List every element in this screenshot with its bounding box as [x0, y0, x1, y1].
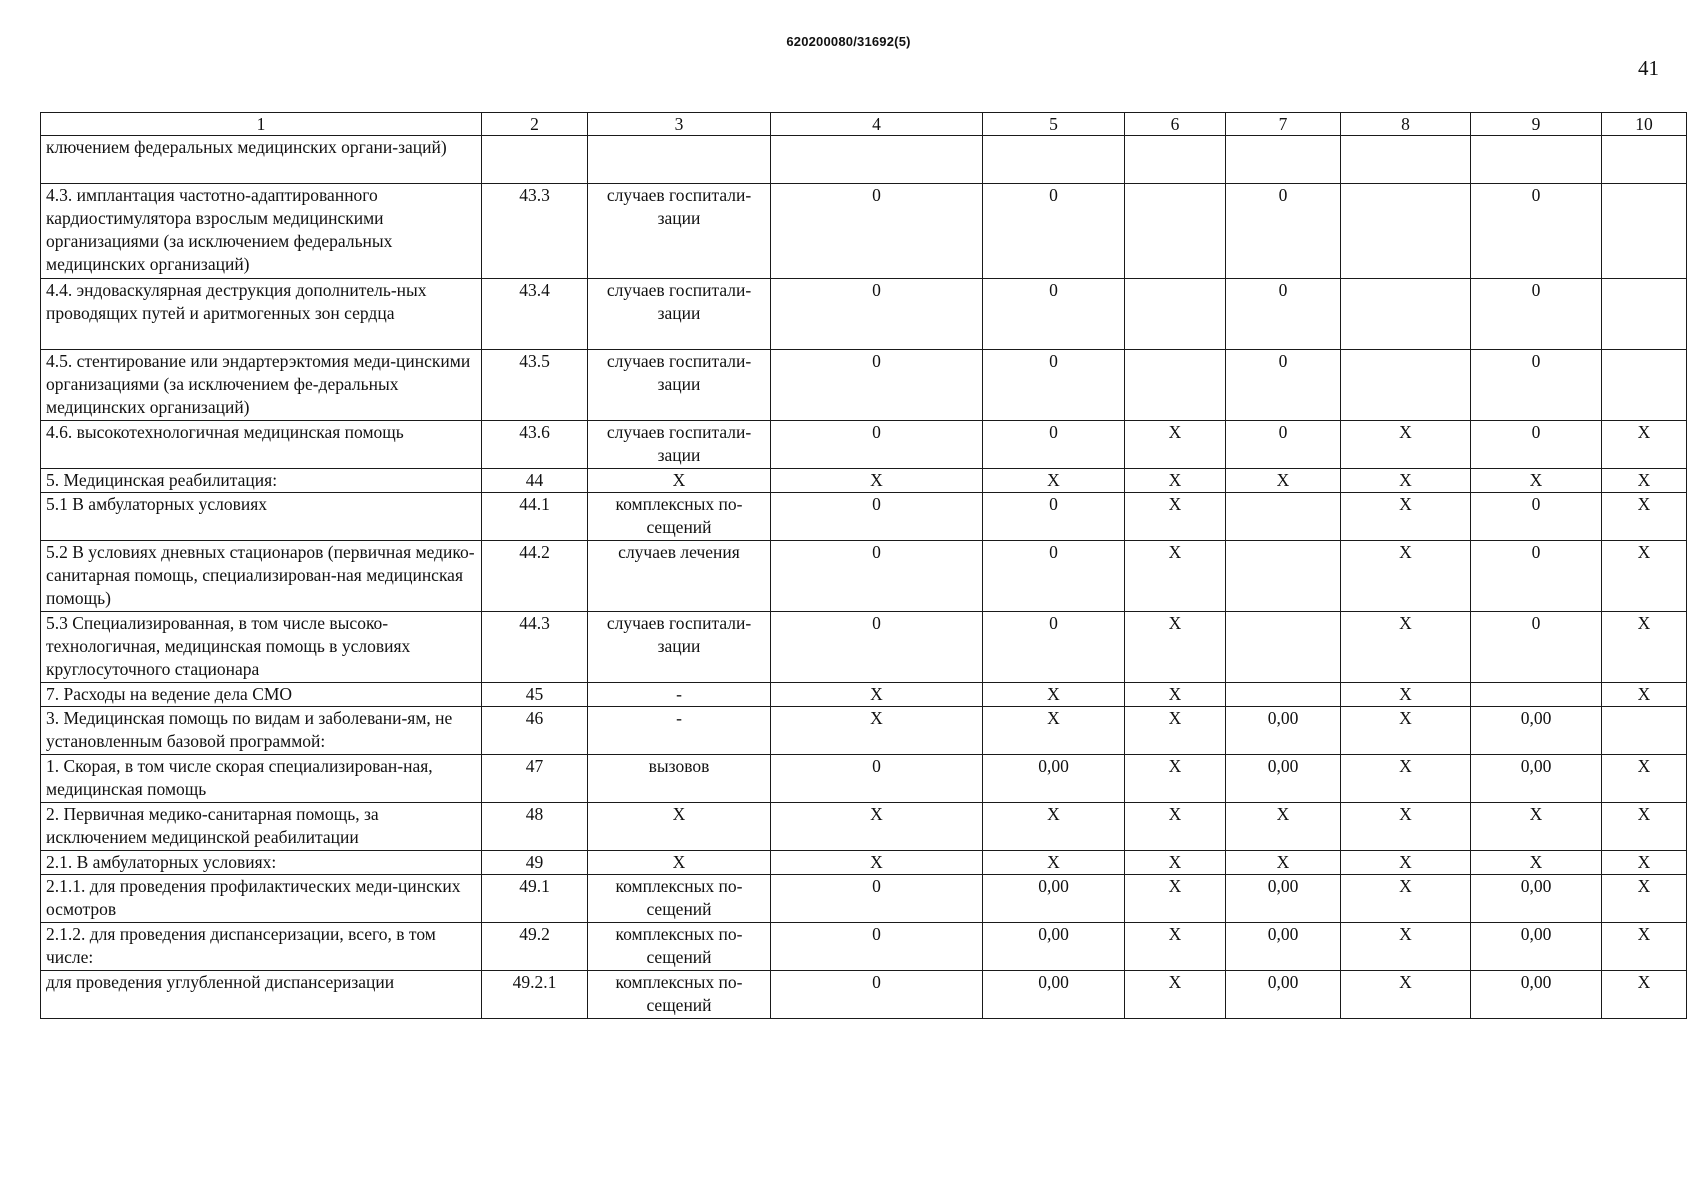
table-cell: X: [771, 683, 983, 707]
table-cell: X: [1341, 707, 1471, 755]
table-cell: X: [1226, 469, 1341, 493]
column-number: 3: [588, 113, 771, 136]
table-cell: 0: [983, 541, 1125, 612]
table-cell: [588, 136, 771, 184]
table-cell: случаев госпитали-зации: [588, 612, 771, 683]
table-cell: [1602, 707, 1687, 755]
table-cell: [1471, 136, 1602, 184]
table-cell: 0: [983, 184, 1125, 279]
table-cell: 0: [771, 421, 983, 469]
row-label-cell: 3. Медицинская помощь по видам и заболевани-ям, не установленным базовой программой:: [41, 707, 482, 755]
column-number: 1: [41, 113, 482, 136]
table-cell: 0,00: [1226, 755, 1341, 803]
table-cell: 43.6: [482, 421, 588, 469]
table-cell: случаев госпитали-зации: [588, 421, 771, 469]
row-label-cell: для проведения углубленной диспансеризации: [41, 971, 482, 1019]
table-cell: X: [1471, 803, 1602, 851]
table-cell: X: [983, 803, 1125, 851]
table-cell: комплексных по-сещений: [588, 493, 771, 541]
table-row: [41, 755, 1687, 803]
table-cell: X: [1341, 469, 1471, 493]
table-cell: X: [1125, 971, 1226, 1019]
table-cell: X: [1602, 875, 1687, 923]
table-cell: 45: [482, 683, 588, 707]
table-cell: X: [1341, 971, 1471, 1019]
document-code: 620200080/31692(5): [786, 34, 911, 49]
column-number: 7: [1226, 113, 1341, 136]
row-label-cell: 4.6. высокотехнологичная медицинская помощь: [41, 421, 482, 469]
table-cell: X: [1125, 875, 1226, 923]
table-cell: [1226, 136, 1341, 184]
table-row: [41, 803, 1687, 851]
table-cell: 0,00: [1471, 875, 1602, 923]
column-number: 10: [1602, 113, 1687, 136]
table-cell: случаев госпитали-зации: [588, 184, 771, 279]
table-cell: 44.3: [482, 612, 588, 683]
table-cell: X: [1602, 612, 1687, 683]
table-cell: X: [1341, 541, 1471, 612]
table-cell: X: [1602, 803, 1687, 851]
table-cell: 0: [771, 279, 983, 350]
table-cell: X: [771, 469, 983, 493]
table-cell: 47: [482, 755, 588, 803]
data-table: [40, 112, 1687, 1019]
table-row: [41, 541, 1687, 612]
table-cell: 0: [771, 541, 983, 612]
table-cell: 0,00: [983, 755, 1125, 803]
table-cell: 0,00: [983, 923, 1125, 971]
table-cell: 49: [482, 851, 588, 875]
page-number: 41: [1638, 56, 1659, 80]
table-cell: X: [1226, 851, 1341, 875]
table-cell: 44.2: [482, 541, 588, 612]
table-cell: X: [983, 469, 1125, 493]
table-cell: [1341, 350, 1471, 421]
table-cell: X: [1125, 493, 1226, 541]
table-cell: 0: [983, 421, 1125, 469]
table-cell: 0: [771, 184, 983, 279]
table-row: [41, 350, 1687, 421]
table-cell: [771, 136, 983, 184]
table-cell: 43.4: [482, 279, 588, 350]
table-cell: X: [588, 469, 771, 493]
table-cell: случаев лечения: [588, 541, 771, 612]
table-cell: 0: [771, 493, 983, 541]
column-number: 2: [482, 113, 588, 136]
table-cell: 0: [1471, 279, 1602, 350]
row-label-cell: 2. Первичная медико-санитарная помощь, за исключением медицинской реабилитации: [41, 803, 482, 851]
table-cell: 0: [1471, 421, 1602, 469]
table-cell: комплексных по-сещений: [588, 875, 771, 923]
table-cell: X: [1341, 683, 1471, 707]
row-label-cell: 5.3 Специализированная, в том числе высоко-технологичная, медицинская помощь в условиях круглосуточного стационара: [41, 612, 482, 683]
table-cell: X: [588, 851, 771, 875]
table-cell: 0,00: [1226, 707, 1341, 755]
table-cell: X: [1125, 541, 1226, 612]
table-cell: 0: [983, 612, 1125, 683]
row-label-cell: 2.1. В амбулаторных условиях:: [41, 851, 482, 875]
table-cell: 0: [1226, 279, 1341, 350]
table-cell: X: [1341, 493, 1471, 541]
table-cell: 46: [482, 707, 588, 755]
table-cell: [1125, 136, 1226, 184]
table-cell: [1602, 279, 1687, 350]
table-cell: -: [588, 683, 771, 707]
table-cell: X: [1341, 421, 1471, 469]
table-cell: X: [771, 707, 983, 755]
table-cell: 0,00: [983, 875, 1125, 923]
table-cell: 0: [1471, 493, 1602, 541]
table-row: [41, 279, 1687, 350]
table-cell: X: [1125, 683, 1226, 707]
table-cell: случаев госпитали-зации: [588, 350, 771, 421]
table-cell: 43.5: [482, 350, 588, 421]
table-cell: 0: [771, 755, 983, 803]
table-cell: X: [588, 803, 771, 851]
row-label-cell: 5.2 В условиях дневных стационаров (первичная медико-санитарная помощь, специализирован-ная медицинская помощь): [41, 541, 482, 612]
table-cell: X: [1125, 612, 1226, 683]
table-cell: X: [983, 683, 1125, 707]
table-cell: [1602, 136, 1687, 184]
table-cell: комплексных по-сещений: [588, 971, 771, 1019]
row-label-cell: 2.1.2. для проведения диспансеризации, всего, в том числе:: [41, 923, 482, 971]
table-cell: 0: [1471, 184, 1602, 279]
table-cell: X: [1341, 923, 1471, 971]
table-cell: X: [1602, 923, 1687, 971]
table-row: [41, 923, 1687, 971]
table-cell: 0: [1226, 421, 1341, 469]
table-cell: вызовов: [588, 755, 771, 803]
column-number: 5: [983, 113, 1125, 136]
table-cell: 0: [771, 875, 983, 923]
table-cell: X: [1602, 971, 1687, 1019]
table-cell: X: [1341, 612, 1471, 683]
table-cell: X: [1602, 755, 1687, 803]
table-cell: 43.3: [482, 184, 588, 279]
table-cell: случаев госпитали-зации: [588, 279, 771, 350]
table-cell: X: [1125, 923, 1226, 971]
table-cell: [1226, 541, 1341, 612]
table-cell: [1602, 184, 1687, 279]
table-cell: [1226, 493, 1341, 541]
table-cell: 0: [1226, 350, 1341, 421]
table-cell: 0: [1226, 184, 1341, 279]
table-cell: [482, 136, 588, 184]
table-row: [41, 469, 1687, 493]
table-cell: 0,00: [1226, 971, 1341, 1019]
table-cell: X: [1602, 493, 1687, 541]
table-cell: X: [1125, 803, 1226, 851]
table-row: [41, 421, 1687, 469]
row-label-cell: 7. Расходы на ведение дела СМО: [41, 683, 482, 707]
table-cell: 49.1: [482, 875, 588, 923]
table-cell: 48: [482, 803, 588, 851]
table-cell: [1602, 350, 1687, 421]
table-cell: 0,00: [1471, 971, 1602, 1019]
table-cell: X: [771, 803, 983, 851]
row-label-cell: 4.5. стентирование или эндартерэктомия меди-цинскими организациями (за исключением фе-деральных медицинских организаций): [41, 350, 482, 421]
table-cell: 0,00: [983, 971, 1125, 1019]
table-cell: 0: [1471, 612, 1602, 683]
table-cell: [1226, 612, 1341, 683]
table-cell: 0,00: [1471, 707, 1602, 755]
table-cell: 0: [771, 350, 983, 421]
table-cell: 0: [771, 971, 983, 1019]
table-cell: X: [1602, 851, 1687, 875]
table-cell: 0: [1471, 350, 1602, 421]
table-row: [41, 136, 1687, 184]
table-cell: 0,00: [1471, 923, 1602, 971]
table-row: [41, 612, 1687, 683]
table-cell: 0: [983, 279, 1125, 350]
table-cell: X: [1602, 421, 1687, 469]
row-label-cell: 1. Скорая, в том числе скорая специализирован-ная, медицинская помощь: [41, 755, 482, 803]
table-cell: X: [771, 851, 983, 875]
table-cell: 0,00: [1471, 755, 1602, 803]
table-row: [41, 707, 1687, 755]
table-cell: X: [1341, 851, 1471, 875]
table-cell: 0: [771, 923, 983, 971]
table-cell: X: [1125, 755, 1226, 803]
table-cell: 0: [771, 612, 983, 683]
column-number: 6: [1125, 113, 1226, 136]
table-cell: X: [1471, 469, 1602, 493]
table-cell: X: [1125, 469, 1226, 493]
table-cell: X: [983, 851, 1125, 875]
row-label-cell: 5. Медицинская реабилитация:: [41, 469, 482, 493]
table-cell: [1125, 184, 1226, 279]
row-label-cell: 4.4. эндоваскулярная деструкция дополнитель-ных проводящих путей и аритмогенных зон сердца: [41, 279, 482, 350]
table-cell: [1341, 184, 1471, 279]
table-cell: X: [1125, 851, 1226, 875]
table-cell: X: [1471, 851, 1602, 875]
table-cell: X: [1602, 541, 1687, 612]
table-row: [41, 851, 1687, 875]
column-number: 9: [1471, 113, 1602, 136]
column-number: 8: [1341, 113, 1471, 136]
table-cell: [1125, 350, 1226, 421]
table-row: [41, 493, 1687, 541]
table-row: [41, 875, 1687, 923]
table-cell: 0: [1471, 541, 1602, 612]
column-number: 4: [771, 113, 983, 136]
table-cell: [1341, 136, 1471, 184]
table-cell: 0,00: [1226, 875, 1341, 923]
table-cell: 0: [983, 350, 1125, 421]
table-cell: [1341, 279, 1471, 350]
row-label-cell: 4.3. имплантация частотно-адаптированного кардиостимулятора взрослым медицинскими организациями (за исключением федеральных медицинских организаций): [41, 184, 482, 279]
table-cell: 49.2.1: [482, 971, 588, 1019]
table-cell: 44.1: [482, 493, 588, 541]
table-cell: X: [1226, 803, 1341, 851]
row-label-cell: ключением федеральных медицинских органи-заций): [41, 136, 482, 184]
table-cell: [1226, 683, 1341, 707]
table-cell: -: [588, 707, 771, 755]
table-cell: [1471, 683, 1602, 707]
table-cell: комплексных по-сещений: [588, 923, 771, 971]
table-cell: 49.2: [482, 923, 588, 971]
row-label-cell: 5.1 В амбулаторных условиях: [41, 493, 482, 541]
row-label-cell: 2.1.1. для проведения профилактических меди-цинских осмотров: [41, 875, 482, 923]
column-number-row: [41, 113, 1687, 136]
table-cell: X: [1341, 875, 1471, 923]
table-cell: 0: [983, 493, 1125, 541]
table-row: [41, 971, 1687, 1019]
table-cell: X: [1602, 469, 1687, 493]
table-cell: [983, 136, 1125, 184]
table-cell: [1125, 279, 1226, 350]
table-cell: X: [1602, 683, 1687, 707]
table-cell: X: [1125, 707, 1226, 755]
table-cell: 0,00: [1226, 923, 1341, 971]
table-cell: X: [1341, 755, 1471, 803]
table-cell: X: [1341, 803, 1471, 851]
table-row: [41, 683, 1687, 707]
table-cell: X: [983, 707, 1125, 755]
table-row: [41, 184, 1687, 279]
table-cell: X: [1125, 421, 1226, 469]
table-cell: 44: [482, 469, 588, 493]
